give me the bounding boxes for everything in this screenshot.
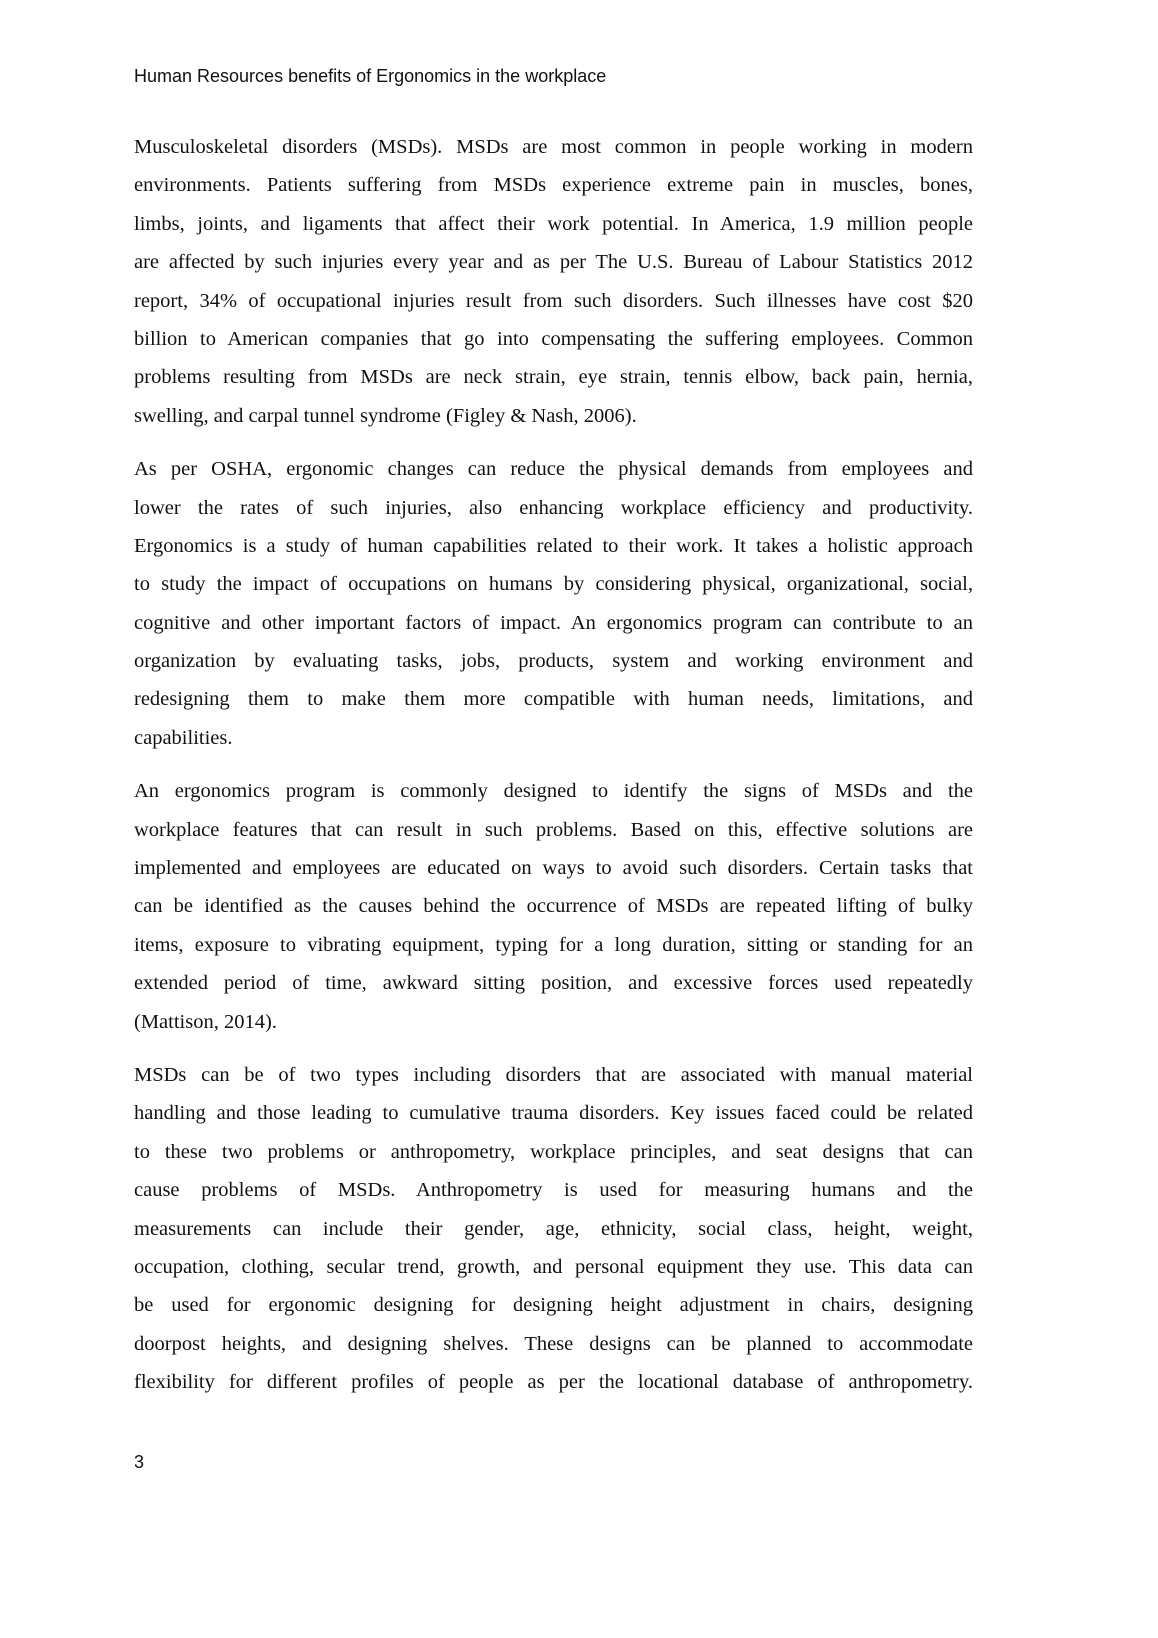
text-line: can be identified as the causes behind the occurrence of MSDs are repeated lifting of bulky	[134, 895, 973, 918]
text-line: workplace features that can result in such problems. Based on this, effective solutions are	[134, 818, 973, 841]
text-line: capabilities.	[134, 726, 233, 749]
text-line: occupation, clothing, secular trend, growth, and personal equipment they use. This data can	[134, 1255, 973, 1278]
paragraph	[134, 128, 973, 435]
text-line: doorpost heights, and designing shelves. These designs can be planned to accommodate	[134, 1332, 973, 1355]
page-number: 3	[134, 1452, 145, 1472]
text-line: cognitive and other important factors of impact. An ergonomics program can contribute to an	[134, 611, 973, 634]
text-line: extended period of time, awkward sitting position, and excessive forces used repeatedly	[134, 972, 973, 995]
text-line: environments. Patients suffering from MSDs experience extreme pain in muscles, bones,	[134, 174, 973, 197]
text-line: Ergonomics is a study of human capabilities related to their work. It takes a holistic approach	[134, 534, 973, 557]
text-line: cause problems of MSDs. Anthropometry is used for measuring humans and the	[134, 1179, 973, 1202]
running-header: Human Resources benefits of Ergonomics in the workplace	[134, 66, 607, 86]
document-body	[134, 128, 973, 1417]
text-line: report, 34% of occupational injuries result from such disorders. Such illnesses have cost $20	[134, 289, 973, 312]
text-line: billion to American companies that go into compensating the suffering employees. Common	[134, 327, 973, 350]
text-line: handling and those leading to cumulative trauma disorders. Key issues faced could be related	[134, 1102, 973, 1125]
text-line: be used for ergonomic designing for designing height adjustment in chairs, designing	[134, 1294, 973, 1317]
paragraph	[134, 772, 973, 1041]
text-line: (Mattison, 2014).	[134, 1010, 277, 1033]
text-line: limbs, joints, and ligaments that affect their work potential. In America, 1.9 million people	[134, 212, 973, 235]
text-line: to study the impact of occupations on humans by considering physical, organizational, social,	[134, 573, 973, 596]
text-line: organization by evaluating tasks, jobs, products, system and working environment and	[134, 650, 973, 673]
text-line: swelling, and carpal tunnel syndrome (Figley & Nash, 2006).	[134, 404, 637, 427]
paragraph	[134, 450, 973, 757]
paragraph	[134, 1056, 973, 1402]
text-line: to these two problems or anthropometry, workplace principles, and seat designs that can	[134, 1140, 973, 1163]
text-line: flexibility for different profiles of people as per the locational database of anthropometry.	[134, 1371, 973, 1394]
text-line: redesigning them to make them more compatible with human needs, limitations, and	[134, 688, 973, 711]
text-line: are affected by such injuries every year and as per The U.S. Bureau of Labour Statistics 2012	[134, 251, 973, 274]
text-line: As per OSHA, ergonomic changes can reduce the physical demands from employees and	[134, 458, 973, 481]
text-line: measurements can include their gender, age, ethnicity, social class, height, weight,	[134, 1217, 973, 1240]
text-line: implemented and employees are educated on ways to avoid such disorders. Certain tasks that	[134, 857, 973, 880]
text-line: problems resulting from MSDs are neck strain, eye strain, tennis elbow, back pain, hernia,	[134, 366, 973, 389]
text-line: MSDs can be of two types including disorders that are associated with manual material	[134, 1063, 973, 1086]
text-line: An ergonomics program is commonly designed to identify the signs of MSDs and the	[134, 780, 973, 803]
text-line: Musculoskeletal disorders (MSDs). MSDs are most common in people working in modern	[134, 136, 973, 158]
text-line: items, exposure to vibrating equipment, typing for a long duration, sitting or standing for an	[134, 933, 973, 956]
text-line: lower the rates of such injuries, also enhancing workplace efficiency and productivity.	[134, 496, 973, 519]
